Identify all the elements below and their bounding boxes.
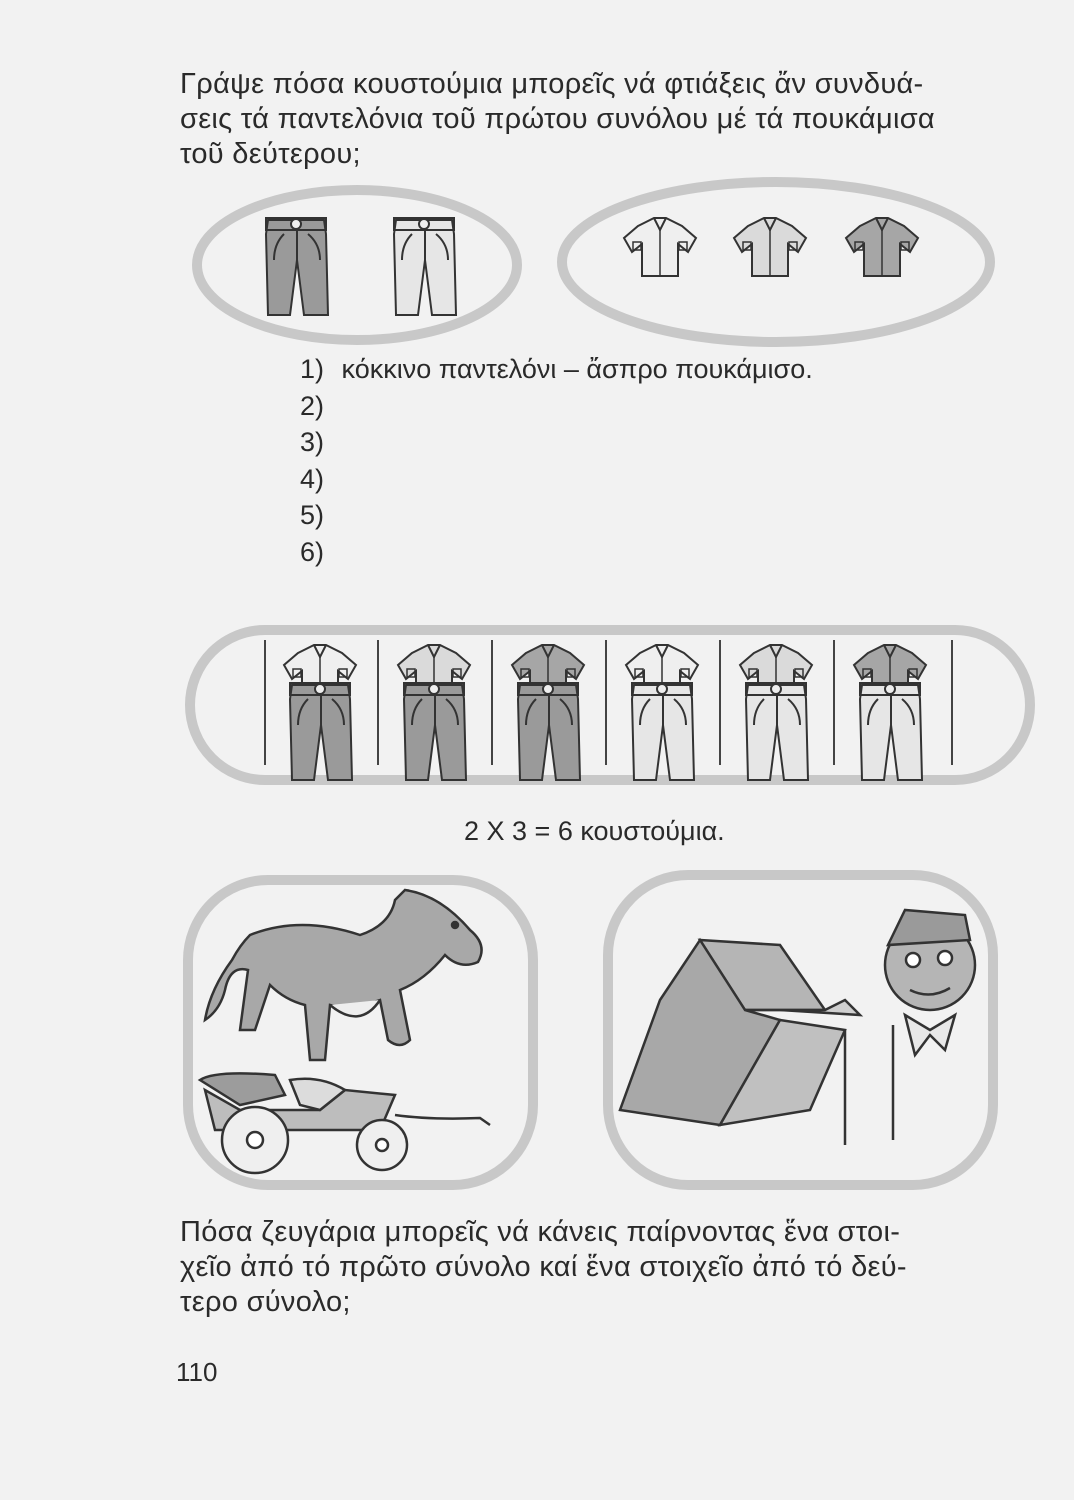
- answer-text: κόκκινο παντελόνι – ἄσπρο πουκάμισο.: [341, 354, 813, 384]
- page-number: 110: [176, 1357, 218, 1387]
- carriage: [200, 1073, 490, 1173]
- suit-5: [740, 645, 812, 780]
- answer-number: 2): [300, 390, 325, 421]
- answer-number: 6): [300, 536, 325, 567]
- question-1: [180, 67, 1050, 172]
- horse: [205, 890, 482, 1060]
- answer-item-1: [300, 351, 813, 388]
- question-2: [180, 1215, 1050, 1320]
- shirt-light: [734, 218, 806, 276]
- question-2-line-2: χεῖο ἀπό τό πρῶτο σύνολο καί ἕνα στοιχεῖο ἀπό τό δεύ-: [180, 1251, 907, 1283]
- suit-1: [284, 645, 356, 780]
- answer-item-5: [300, 497, 813, 534]
- right-picture-frame: [608, 875, 993, 1185]
- trousers-set-outline: [197, 190, 517, 340]
- question-2-line-3: τερο σύνολο;: [180, 1286, 351, 1318]
- suit-6: [854, 645, 926, 780]
- answer-number: 3): [300, 427, 325, 457]
- question-1-line-3: τοῦ δεύτερου;: [180, 138, 361, 170]
- question-1-line-1: Γράψε πόσα κουστούμια μπορεῖς νά φτιάξεις ἄν συνδυά-: [180, 68, 924, 100]
- scout: [885, 910, 975, 1055]
- answer-number: 4): [300, 463, 325, 494]
- suit-3: [512, 645, 584, 780]
- shirt-white: [624, 218, 696, 276]
- formula: 2 X 3 = 6 κουστούμια.: [464, 816, 725, 846]
- question-1-line-2: σεις τά παντελόνια τοῦ πρώτου συνόλου μέ τά πουκάμισα: [180, 103, 936, 135]
- suit-2: [398, 645, 470, 780]
- suit-4: [626, 645, 698, 780]
- trousers-light: [394, 218, 456, 315]
- tent: [620, 940, 893, 1145]
- combinations-outline: [190, 630, 1030, 780]
- shirts-set-outline: [562, 182, 990, 342]
- answer-item-6: [300, 534, 813, 571]
- trousers-dark: [266, 218, 328, 315]
- answer-list: [300, 351, 813, 570]
- answer-item-3: [300, 424, 813, 461]
- left-picture-frame: [188, 880, 533, 1185]
- shirt-dark: [846, 218, 918, 276]
- answer-item-2: [300, 388, 813, 425]
- question-2-line-1: Πόσα ζευγάρια μπορεῖς νά κάνεις παίρνοντας ἕνα στοι-: [180, 1216, 901, 1248]
- answer-number: 5): [300, 500, 325, 530]
- answer-item-4: [300, 461, 813, 498]
- answer-number: 1): [300, 354, 325, 384]
